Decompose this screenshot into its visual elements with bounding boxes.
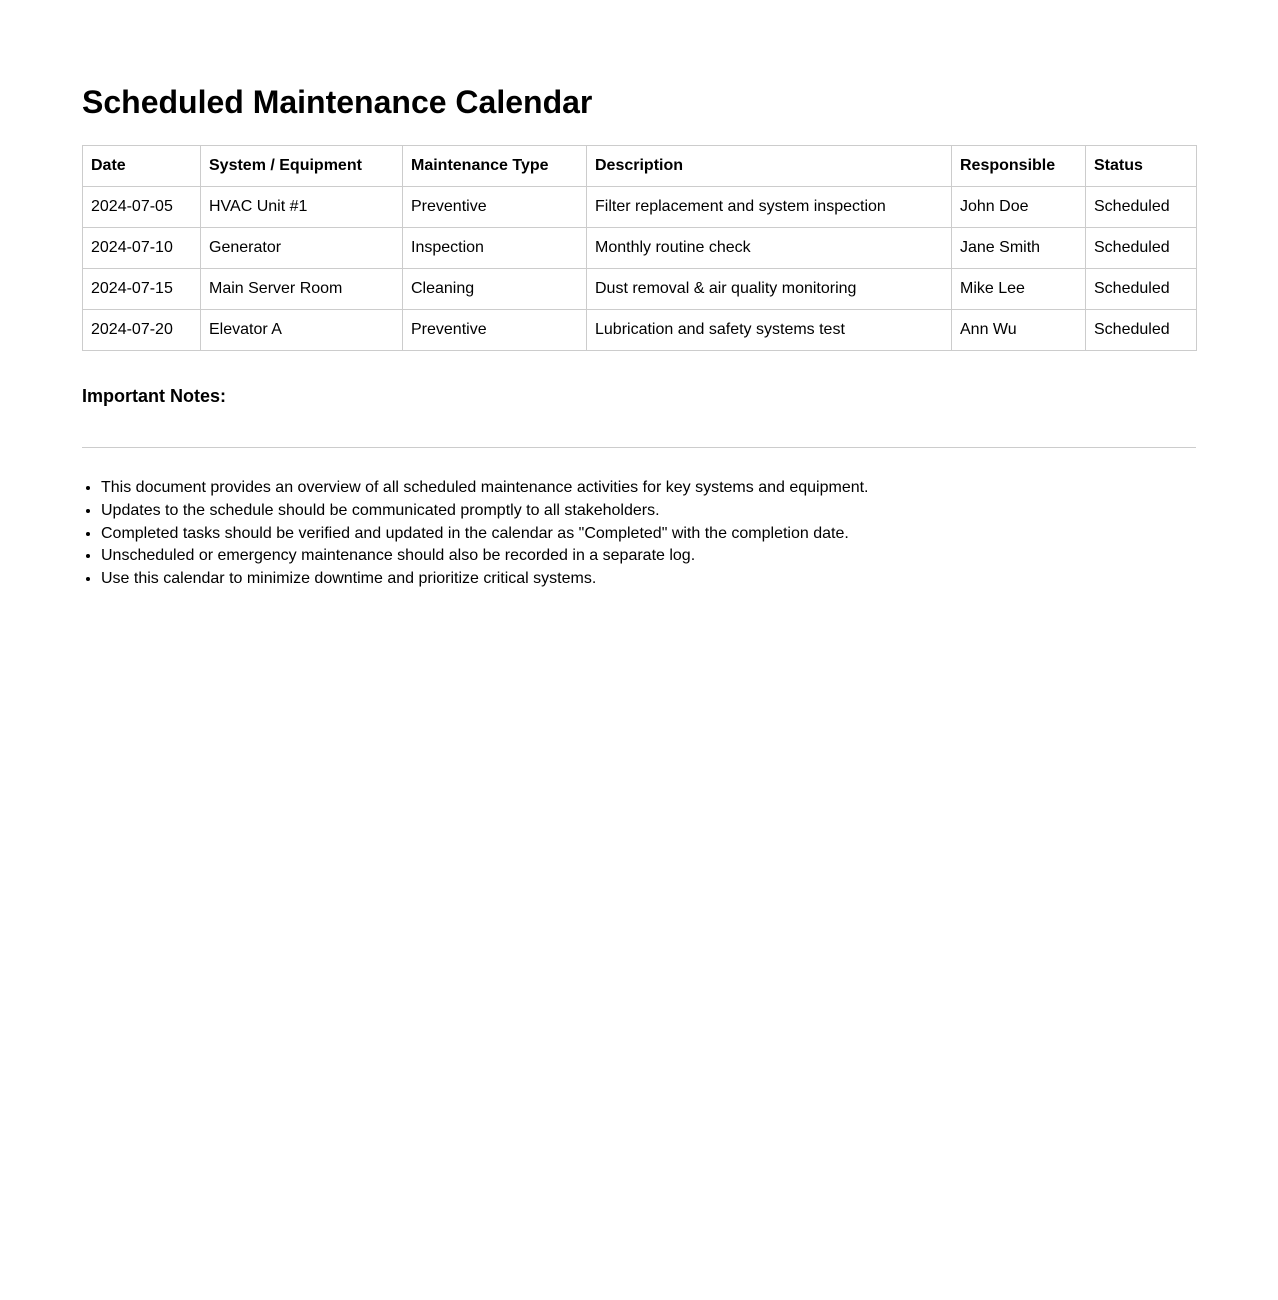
cell-type: Preventive	[403, 187, 587, 228]
table-row	[83, 187, 1197, 228]
cell-system: Main Server Room	[201, 269, 403, 310]
cell-type: Inspection	[403, 228, 587, 269]
cell-responsible: Ann Wu	[952, 310, 1086, 351]
list-item: • Unscheduled or emergency maintenance should also be recorded in a separate log.	[101, 545, 1196, 568]
table-row	[83, 310, 1197, 351]
cell-description: Lubrication and safety systems test	[587, 310, 952, 351]
cell-responsible: Mike Lee	[952, 269, 1086, 310]
column-header-responsible: Responsible	[952, 146, 1086, 187]
maintenance-table	[82, 145, 1197, 351]
cell-type: Preventive	[403, 310, 587, 351]
cell-description: Monthly routine check	[587, 228, 952, 269]
column-header-status: Status	[1086, 146, 1197, 187]
list-item: • Updates to the schedule should be communicated promptly to all stakeholders.	[101, 500, 1196, 523]
list-item: • Use this calendar to minimize downtime and prioritize critical systems.	[101, 568, 1196, 591]
cell-date: 2024-07-15	[83, 269, 201, 310]
table-header-row	[83, 146, 1197, 187]
cell-responsible: Jane Smith	[952, 228, 1086, 269]
section-divider	[82, 447, 1196, 448]
cell-responsible: John Doe	[952, 187, 1086, 228]
cell-type: Cleaning	[403, 269, 587, 310]
notes-heading: Important Notes:	[82, 386, 226, 406]
cell-date: 2024-07-05	[83, 187, 201, 228]
cell-status: Scheduled	[1086, 310, 1197, 351]
notes-list	[82, 477, 1196, 591]
list-item: • This document provides an overview of all scheduled maintenance activities for key systems and equipment.	[101, 477, 1196, 500]
column-header-date: Date	[83, 146, 201, 187]
table-row	[83, 269, 1197, 310]
cell-status: Scheduled	[1086, 269, 1197, 310]
cell-date: 2024-07-20	[83, 310, 201, 351]
cell-system: Elevator A	[201, 310, 403, 351]
cell-description: Dust removal & air quality monitoring	[587, 269, 952, 310]
cell-system: HVAC Unit #1	[201, 187, 403, 228]
column-header-system: System / Equipment	[201, 146, 403, 187]
cell-date: 2024-07-10	[83, 228, 201, 269]
cell-description: Filter replacement and system inspection	[587, 187, 952, 228]
cell-system: Generator	[201, 228, 403, 269]
page-title: Scheduled Maintenance Calendar	[82, 84, 593, 120]
table-row	[83, 228, 1197, 269]
column-header-type: Maintenance Type	[403, 146, 587, 187]
column-header-description: Description	[587, 146, 952, 187]
cell-status: Scheduled	[1086, 187, 1197, 228]
list-item: • Completed tasks should be verified and updated in the calendar as "Completed" with the completion date.	[101, 523, 1196, 546]
cell-status: Scheduled	[1086, 228, 1197, 269]
